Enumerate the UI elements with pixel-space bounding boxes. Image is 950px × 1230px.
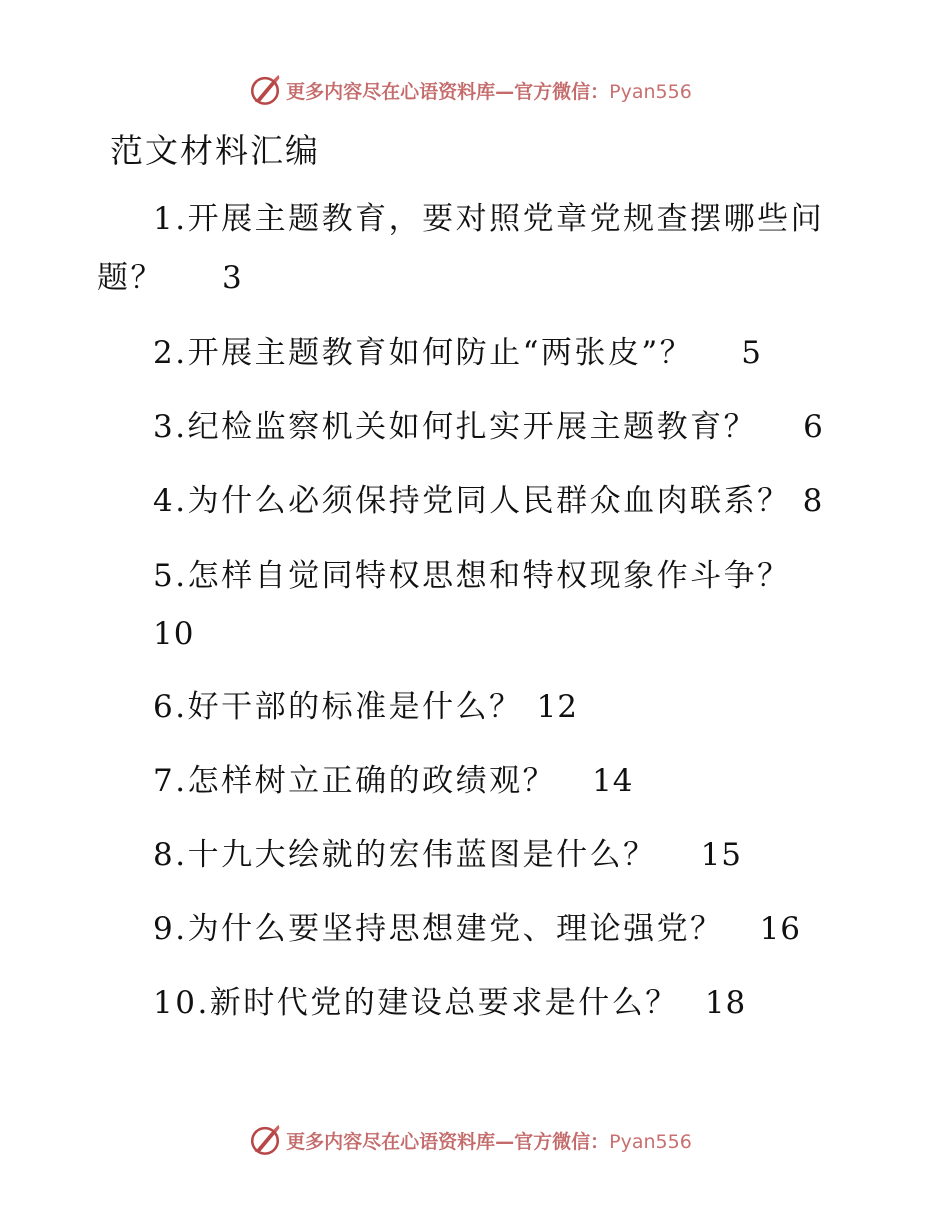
toc-item-page: 5 — [741, 335, 763, 371]
watermark-text: 更多内容尽在心语资料库—官方微信：Pyan556 — [286, 1130, 692, 1153]
quill-pen-logo-icon — [248, 1123, 282, 1157]
toc-item-3 — [153, 407, 824, 447]
toc-item-label: 5.怎样自觉同特权思想和特权现象作斗争？ — [153, 558, 791, 594]
toc-item-page: 10 — [153, 616, 195, 652]
toc-item-5 — [153, 556, 791, 596]
toc-item-2 — [153, 333, 762, 373]
toc-item-label: 8.十九大绘就的宏伟蓝图是什么？ — [153, 837, 657, 873]
toc-item-label: 题？ — [97, 260, 164, 296]
toc-item-page: 12 — [536, 689, 579, 725]
toc-item-8 — [153, 835, 742, 875]
toc-item-7 — [153, 761, 634, 801]
toc-item-page: 8 — [802, 483, 824, 519]
toc-item-1 — [153, 199, 824, 239]
toc-item-6 — [153, 687, 578, 727]
toc-item-page: 14 — [592, 763, 634, 799]
toc-item-label: 9.为什么要坚持思想建党、理论强党？ — [153, 911, 724, 947]
document-title: 范文材料汇编 — [110, 131, 320, 170]
toc-item-5-page-line — [153, 614, 194, 654]
toc-item-label: 7.怎样树立正确的政绩观？ — [153, 763, 557, 799]
toc-item-9 — [153, 909, 801, 949]
toc-item-label: 1.开展主题教育，要对照党章党规查摆哪些问 — [153, 201, 825, 237]
toc-item-label: 6.好干部的标准是什么？ — [153, 689, 523, 725]
toc-item-label: 10.新时代党的建设总要求是什么？ — [153, 985, 679, 1021]
toc-item-label: 4.为什么必须保持党同人民群众血肉联系？ — [153, 483, 791, 519]
toc-item-label: 2.开展主题教育如何防止“两张皮”？ — [153, 335, 694, 371]
toc-item-1-continuation — [97, 258, 243, 298]
toc-item-page: 15 — [700, 837, 743, 873]
header-watermark — [0, 70, 950, 110]
toc-item-page: 3 — [222, 260, 243, 296]
footer-watermark — [0, 1120, 950, 1160]
toc-item-10 — [153, 983, 746, 1023]
toc-item-page: 6 — [803, 409, 824, 445]
toc-item-label: 3.纪检监察机关如何扎实开展主题教育？ — [153, 409, 758, 445]
toc-item-page: 16 — [759, 911, 802, 947]
quill-pen-logo-icon — [248, 73, 282, 107]
watermark-text: 更多内容尽在心语资料库—官方微信：Pyan556 — [286, 80, 692, 103]
toc-item-page: 18 — [704, 985, 747, 1021]
toc-item-4 — [153, 481, 823, 521]
